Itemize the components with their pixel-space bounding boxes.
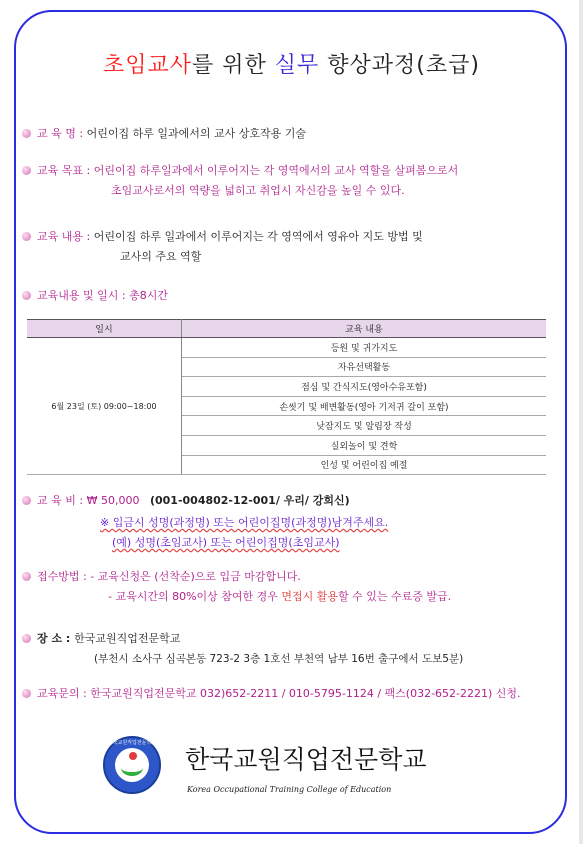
- place-value: 한국교원직업전문학교: [74, 632, 181, 645]
- place-row: [22, 630, 180, 646]
- bullet-dot-icon: [22, 689, 31, 698]
- bullet-dot-icon: [22, 232, 31, 241]
- content-line-1: 어린이집 하루 일과에서 이루어지는 각 영역에서 영유아 지도 방법 및: [93, 230, 423, 243]
- content-line-2: 교사의 주요 역할: [120, 250, 202, 263]
- fee-amount: ₩ 50,000: [86, 494, 140, 507]
- place-label: 장 소 :: [37, 632, 75, 645]
- apply-highlight: 면접시 활용: [281, 590, 339, 603]
- fee-row: [22, 492, 350, 508]
- title-dark-2: 향상과정(초급): [319, 53, 480, 78]
- schedule-header-content: 교육 내용: [182, 320, 547, 338]
- bullet-dot-icon: [22, 634, 31, 643]
- page-title: [0, 48, 583, 79]
- inquiry-row: [22, 685, 521, 701]
- inquiry-value: 한국교원직업전문학교 032)652-2211 / 010-5795-1124 / 팩스(032-652-2221) 신청.: [90, 687, 521, 700]
- school-name-ko: 한국교원직업전문학교: [185, 745, 427, 774]
- title-blue: 실무: [274, 53, 320, 78]
- schedule-heading: 교육내용 및 일시 : 총8시간: [37, 289, 168, 302]
- course-name-label: 교 육 명 :: [37, 127, 87, 140]
- bullet-dot-icon: [22, 496, 31, 505]
- course-name-row: [22, 125, 306, 141]
- bullet-dot-icon: [22, 572, 31, 581]
- logo-swoosh-icon: [121, 760, 143, 776]
- schedule-item: 자유선택활동: [182, 357, 547, 377]
- schedule-item: 낮잠지도 및 알림장 작성: [182, 416, 547, 436]
- title-dark-1: 를 위한: [192, 53, 275, 78]
- goal-label: 교육 목표 :: [37, 164, 94, 177]
- logo-figure-icon: [129, 752, 137, 760]
- school-name-en: Korea Occupational Training College of Education: [187, 785, 392, 794]
- place-address: (부천시 소사구 심곡본동 723-2 3층 1호선 부천역 남부 16번 출구에서 도보5분): [94, 653, 464, 665]
- table-row: [27, 338, 546, 358]
- goal-row: [22, 162, 458, 178]
- schedule-header-row: [27, 320, 546, 338]
- apply-line-2a: - 교육시간의 80%이상 참여한 경우: [108, 590, 282, 603]
- apply-row: [22, 568, 301, 584]
- apply-line-1: - 교육신청은 (선착순)으로 입금 마감합니다.: [90, 570, 301, 583]
- schedule-item: 손씻기 및 배변활동(영아 기저귀 갈이 포함): [182, 396, 547, 416]
- fee-note-2: (예) 성명(초임교사) 또는 어린이집명(초임교사): [112, 536, 340, 549]
- schedule-item: 인성 및 어린이집 예절: [182, 455, 547, 475]
- schedule-header-date: 일시: [27, 320, 182, 338]
- fee-note-1: ※ 입금시 성명(과정명) 또는 어린이집명(과정명)남겨주세요.: [100, 516, 389, 529]
- content-row: [22, 228, 423, 244]
- apply-line-2: [108, 588, 451, 604]
- right-edge: [579, 0, 583, 844]
- schedule-date-cell: 6월 23일 (토) 09:00~18:00: [27, 338, 182, 475]
- course-name-value: 어린이집 하루 일과에서의 교사 상호작용 기술: [86, 127, 306, 140]
- bullet-dot-icon: [22, 166, 31, 175]
- school-logo: [103, 736, 161, 794]
- content-label: 교육 내용 :: [37, 230, 94, 243]
- apply-label: 접수방법 :: [37, 570, 91, 583]
- logo-ring-text: 한국교원직업전문학교: [107, 740, 157, 746]
- goal-line-1: 어린이집 하루일과에서 이루어지는 각 영역에서의 교사 역할을 살펴봄으로서: [93, 164, 459, 177]
- schedule-item: 점심 및 간식지도(영아수유포함): [182, 377, 547, 397]
- bullet-dot-icon: [22, 291, 31, 300]
- apply-line-2b: 할 수 있는 수료증 발급.: [338, 590, 452, 603]
- goal-line-2: 초임교사로서의 역량을 넓히고 취업시 자신감을 높일 수 있다.: [111, 184, 405, 197]
- inquiry-label: 교육문의 :: [37, 687, 91, 700]
- schedule-table: [27, 319, 546, 475]
- fee-account: (001-004802-12-001/ 우리/ 강희신): [149, 494, 350, 507]
- schedule-heading-row: [22, 287, 168, 303]
- title-red: 초임교사: [103, 53, 193, 78]
- schedule-item: 실외놀이 및 견학: [182, 435, 547, 455]
- schedule-item: 등원 및 귀가지도: [182, 338, 547, 358]
- bullet-dot-icon: [22, 129, 31, 138]
- fee-label: 교 육 비 :: [37, 494, 87, 507]
